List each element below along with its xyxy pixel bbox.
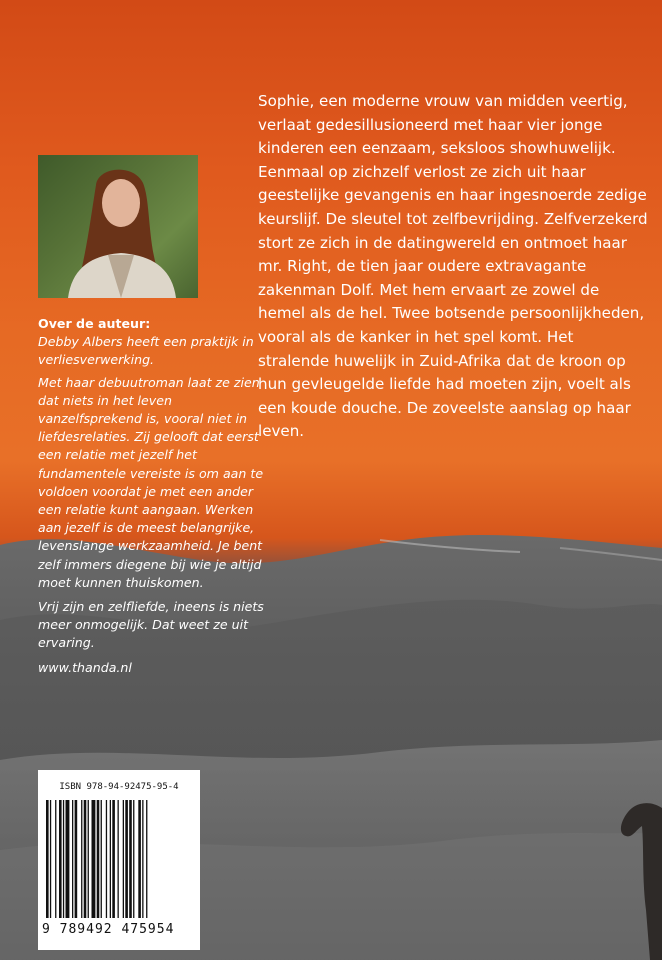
barcode-number: 9 789492 475954 — [42, 922, 175, 937]
barcode-box — [38, 770, 200, 950]
isbn-label: ISBN 978-94-92475-95-4 — [59, 782, 179, 792]
author-bio: Debby Albers heeft een praktijk in verliesverwerking. — [38, 334, 254, 368]
author-closing: Vrij zijn en zelfliefde, ineens is niets meer onmogelijk. Dat weet ze uit ervaring. — [38, 599, 264, 651]
about-author-title: Over de auteur: — [38, 316, 151, 331]
barcode-bars — [46, 800, 192, 920]
book-blurb: Sophie, een moderne vrouw van midden veertig, verlaat gedesillusioneerd met haar vier jonge kinderen een eenzaam, seksloos showhuwelijk. Eenmaal op zichzelf verlost ze zich uit haar geestelijke gevangenis en haar ingesnoerde zedige keurslijf. De sleutel tot zelfbevrijding. Zelfverzekerd stort ze zich in de datingwereld en ontmoet haar mr. Right, de tien jaar oudere extravagante zakenman Dolf. Met hem ervaart ze zowel de hemel als de hel. Twee botsende persoonlijkheden, vooral als de kanker in het spel komt. Het stralende huwelijk in Zuid-Afrika dat de kroon op hun gevleugelde liefde had moeten zijn, voelt als een koude douche. De zoveelste aanslag op haar leven. — [258, 92, 648, 441]
author-website[interactable]: www.thanda.nl — [38, 659, 132, 675]
author-paragraph: Met haar debuutroman laat ze zien dat niets in het leven vanzelfsprekend is, vooral niet in liefdesrelaties. Zij gelooft dat eerst een relatie met jezelf het fundamentele vereiste is om aan te voldoen voordat je met een ander een relatie kunt aangaan. Werken aan jezelf is de meest belangrijke, levenslange werkzaamheid. Je bent zelf immers diegene bij wie je altijd moet kunnen thuiskomen. — [38, 374, 264, 590]
